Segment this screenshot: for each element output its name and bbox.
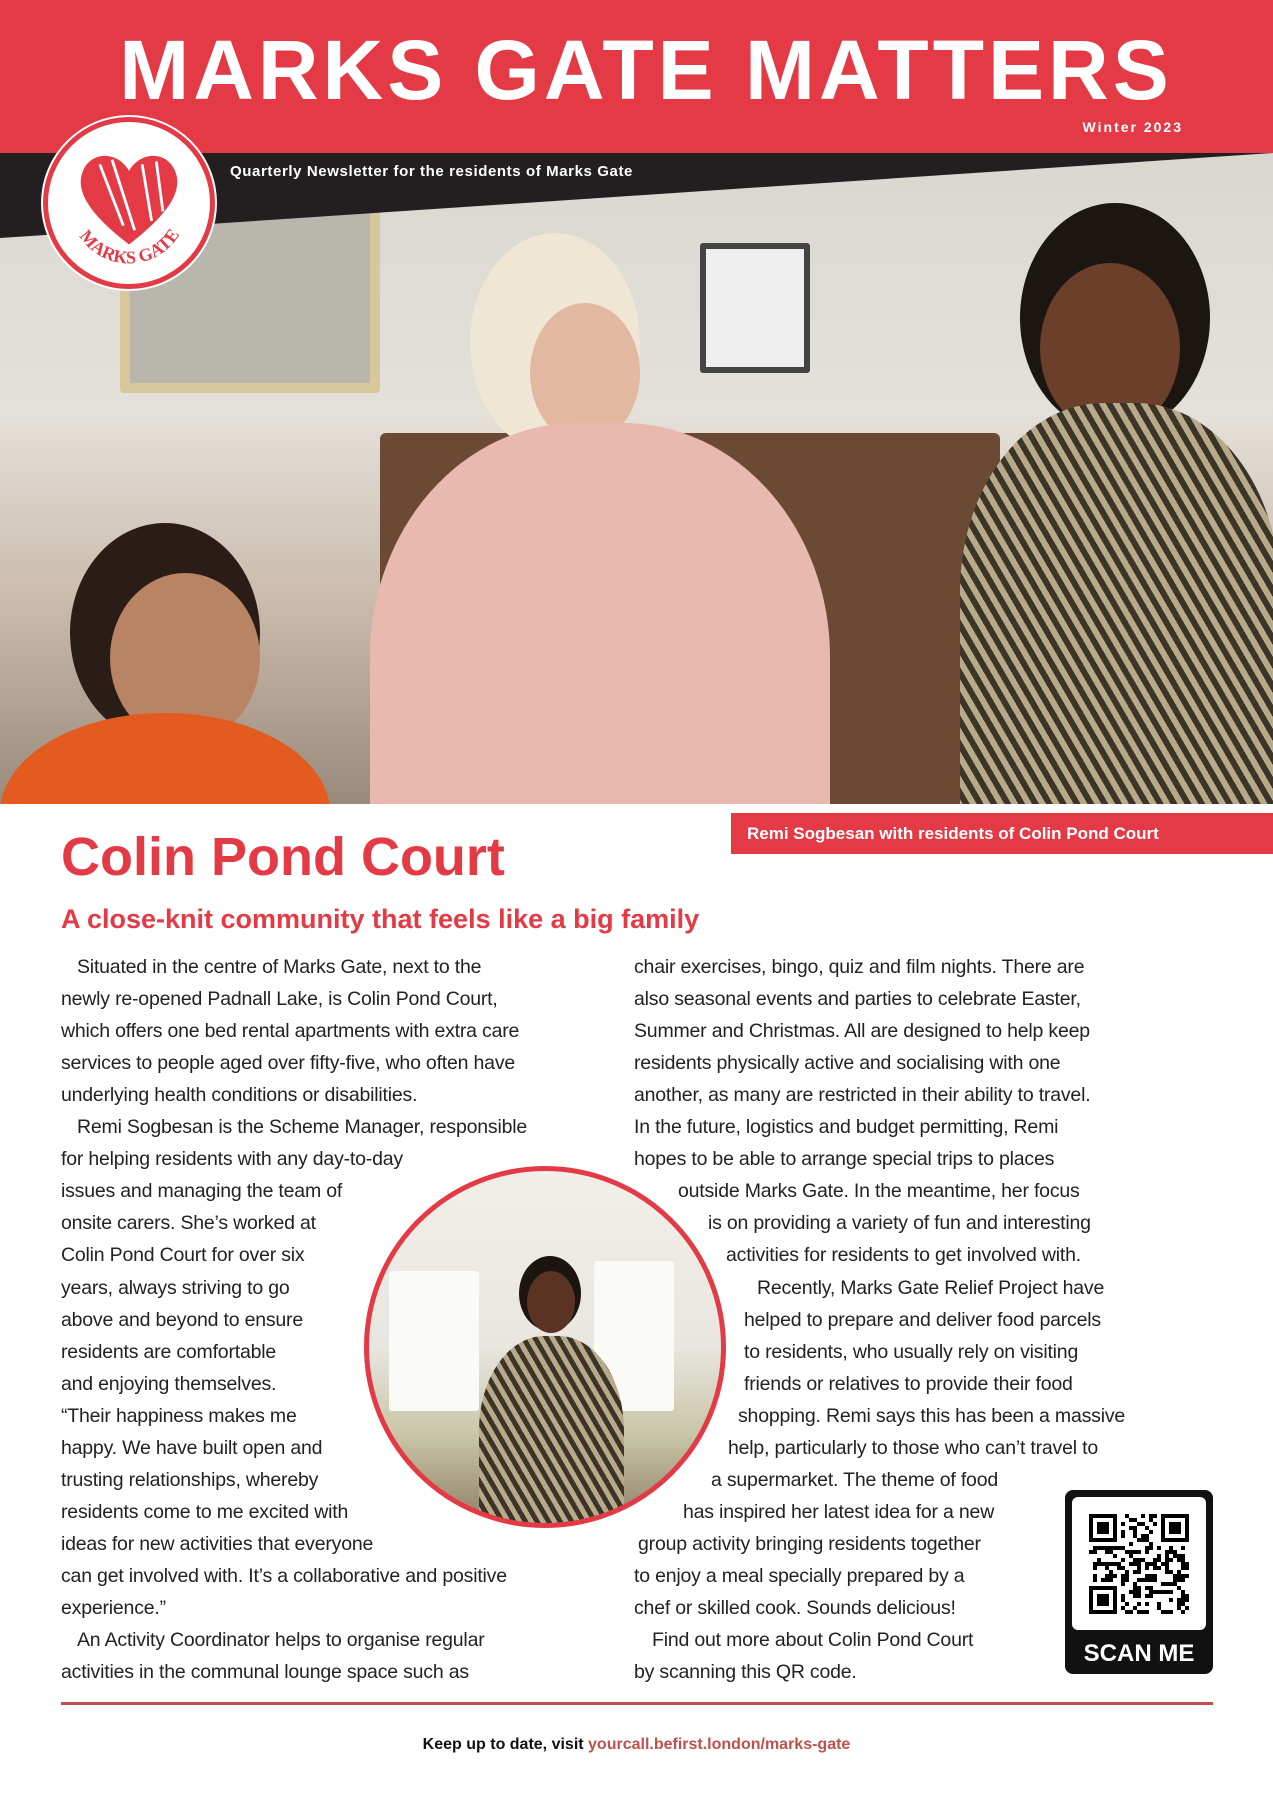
article-line: newly re-opened Padnall Lake, is Colin Pond Court, bbox=[61, 988, 498, 1011]
article-line: activities for residents to get involved with. bbox=[726, 1244, 1081, 1267]
article-line: Summer and Christmas. All are designed to help keep bbox=[634, 1020, 1090, 1043]
article-line: residents are comfortable bbox=[61, 1340, 277, 1363]
photo-caption: Remi Sogbesan with residents of Colin Pond Court bbox=[731, 813, 1273, 854]
article-line: Recently, Marks Gate Relief Project have bbox=[757, 1276, 1105, 1299]
article-line: trusting relationships, whereby bbox=[61, 1468, 319, 1491]
website-link[interactable]: yourcall.befirst.london/marks-gate bbox=[588, 1736, 851, 1753]
article-line: to enjoy a meal specially prepared by a bbox=[634, 1564, 965, 1587]
heart-icon bbox=[48, 122, 210, 284]
article-line: ideas for new activities that everyone bbox=[61, 1532, 374, 1555]
article-line: is on providing a variety of fun and interesting bbox=[708, 1212, 1091, 1235]
article-line: also seasonal events and parties to celebrate Easter, bbox=[634, 988, 1081, 1011]
qr-code-panel[interactable] bbox=[1065, 1490, 1213, 1674]
footer-divider bbox=[61, 1702, 1213, 1705]
article-line: chair exercises, bingo, quiz and film nights. There are bbox=[634, 956, 1085, 978]
article-line: to residents, who usually rely on visiting bbox=[744, 1340, 1079, 1363]
article-line: for helping residents with any day-to-day bbox=[61, 1148, 403, 1171]
article-line: friends or relatives to provide their food bbox=[744, 1372, 1073, 1395]
article-line: shopping. Remi says this has been a massive bbox=[738, 1404, 1126, 1427]
article-line: hopes to be able to arrange special trips to places bbox=[634, 1148, 1055, 1171]
article-line: activities in the communal lounge space such as bbox=[61, 1661, 469, 1684]
scan-me-label: SCAN ME bbox=[1083, 1640, 1195, 1667]
footer bbox=[0, 1736, 1273, 1754]
article-line: outside Marks Gate. In the meantime, her focus bbox=[678, 1180, 1080, 1203]
article-line: and enjoying themselves. bbox=[61, 1372, 277, 1395]
svg-text:MARKS GATE: MARKS GATE bbox=[75, 224, 184, 268]
article-line: residents physically active and socialising with one bbox=[634, 1052, 1061, 1075]
article-line: issues and managing the team of bbox=[61, 1180, 343, 1203]
article-line: has inspired her latest idea for a new bbox=[683, 1500, 995, 1523]
article-line: which offers one bed rental apartments with extra care bbox=[61, 1020, 520, 1043]
article-line: Remi Sogbesan is the Scheme Manager, responsible bbox=[77, 1116, 527, 1139]
marks-gate-logo bbox=[43, 117, 215, 289]
article-line: In the future, logistics and budget permitting, Remi bbox=[634, 1116, 1059, 1139]
article-line: above and beyond to ensure bbox=[61, 1308, 303, 1331]
article-line: happy. We have built open and bbox=[61, 1436, 323, 1459]
article-line: Situated in the centre of Marks Gate, next to the bbox=[77, 956, 482, 978]
article-title: Colin Pond Court bbox=[61, 827, 505, 887]
article-line: underlying health conditions or disabilities. bbox=[61, 1084, 418, 1107]
footer-prefix: Keep up to date, visit bbox=[422, 1736, 589, 1753]
article-subtitle: A close-knit community that feels like a big family bbox=[61, 904, 700, 934]
article-line: “Their happiness makes me bbox=[61, 1404, 297, 1427]
remi-portrait-photo bbox=[364, 1166, 726, 1528]
article-line: years, always striving to go bbox=[61, 1276, 290, 1299]
edition-label: Winter 2023 bbox=[1082, 119, 1183, 135]
article-line: can get involved with. It’s a collaborative and positive bbox=[61, 1564, 507, 1587]
article-line: residents come to me excited with bbox=[61, 1500, 349, 1523]
article-line: help, particularly to those who can’t travel to bbox=[728, 1436, 1098, 1459]
article-line: services to people aged over fifty-five, who often have bbox=[61, 1052, 516, 1075]
tagline: Quarterly Newsletter for the residents of Marks Gate bbox=[230, 163, 633, 180]
article-line: helped to prepare and deliver food parcels bbox=[744, 1308, 1101, 1331]
article-line: chef or skilled cook. Sounds delicious! bbox=[634, 1597, 956, 1619]
article-line: group activity bringing residents together bbox=[638, 1532, 981, 1555]
article-line: experience.” bbox=[61, 1597, 166, 1619]
article-line: onsite carers. She’s worked at bbox=[61, 1212, 316, 1235]
article-line: a supermarket. The theme of food bbox=[711, 1468, 998, 1491]
article-line: Find out more about Colin Pond Court bbox=[652, 1629, 974, 1652]
qr-code-icon[interactable] bbox=[1089, 1514, 1189, 1614]
article-line: An Activity Coordinator helps to organise regular bbox=[77, 1629, 485, 1652]
article-line: Colin Pond Court for over six bbox=[61, 1244, 305, 1267]
article-line: another, as many are restricted in their ability to travel. bbox=[634, 1084, 1091, 1107]
newsletter-title: MARKS GATE MATTERS bbox=[119, 23, 1173, 117]
article-line: by scanning this QR code. bbox=[634, 1661, 857, 1684]
